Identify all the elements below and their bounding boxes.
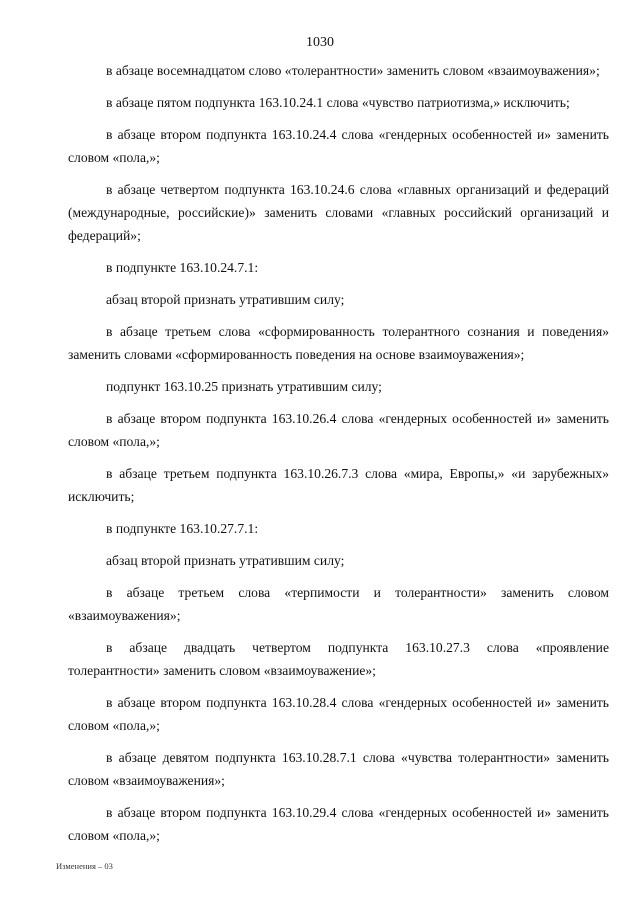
amendment-paragraph: в абзаце девятом подпункта 163.10.28.7.1 слова «чувства толерантности» заменить словом «взаимоуважения»; xyxy=(68,750,609,788)
amendment-paragraph: в абзаце пятом подпункта 163.10.24.1 слова «чувство патриотизма,» исключить; xyxy=(106,95,570,110)
amendment-paragraph: в подпункте 163.10.27.7.1: xyxy=(106,521,259,536)
footer-revision-note: Изменения – 03 xyxy=(56,861,113,871)
amendment-paragraph: в абзаце втором подпункта 163.10.26.4 слова «гендерных особенностей и» заменить словом «пола,»; xyxy=(68,411,609,449)
amendment-paragraph: в абзаце четвертом подпункта 163.10.24.6 слова «главных организаций и федераций (международные, российские)» заменить словами «главных российский организаций и федераций»; xyxy=(68,182,609,243)
amendment-paragraph: в абзаце двадцать четвертом подпункта 163.10.27.3 слова «проявление толерантности» заменить словом «взаимоуважение»; xyxy=(68,640,609,678)
page-number: 1030 xyxy=(306,35,334,50)
amendment-paragraph: в абзаце восемнадцатом слово «толерантности» заменить словом «взаимоуважения»; xyxy=(106,63,600,78)
amendment-paragraph: в подпункте 163.10.24.7.1: xyxy=(106,260,259,275)
amendment-paragraph: в абзаце третьем слова «терпимости и толерантности» заменить словом «взаимоуважения»; xyxy=(68,585,609,623)
amendment-paragraph: абзац второй признать утратившим силу; xyxy=(106,553,345,568)
amendment-paragraph: в абзаце втором подпункта 163.10.29.4 слова «гендерных особенностей и» заменить словом «пола,»; xyxy=(68,805,609,843)
amendment-paragraph: в абзаце втором подпункта 163.10.28.4 слова «гендерных особенностей и» заменить словом «пола,»; xyxy=(68,695,609,733)
document-body xyxy=(68,59,609,856)
amendment-paragraph: в абзаце третьем подпункта 163.10.26.7.3 слова «мира, Европы,» «и зарубежных» исключить; xyxy=(68,466,609,504)
amendment-paragraph: в абзаце третьем слова «сформированность толерантного сознания и поведения» заменить словами «сформированность поведения на основе взаимоуважения»; xyxy=(68,324,609,362)
amendment-paragraph: абзац второй признать утратившим силу; xyxy=(106,292,345,307)
amendment-paragraph: подпункт 163.10.25 признать утратившим силу; xyxy=(106,379,382,394)
amendment-paragraph: в абзаце втором подпункта 163.10.24.4 слова «гендерных особенностей и» заменить словом «пола,»; xyxy=(68,127,609,165)
